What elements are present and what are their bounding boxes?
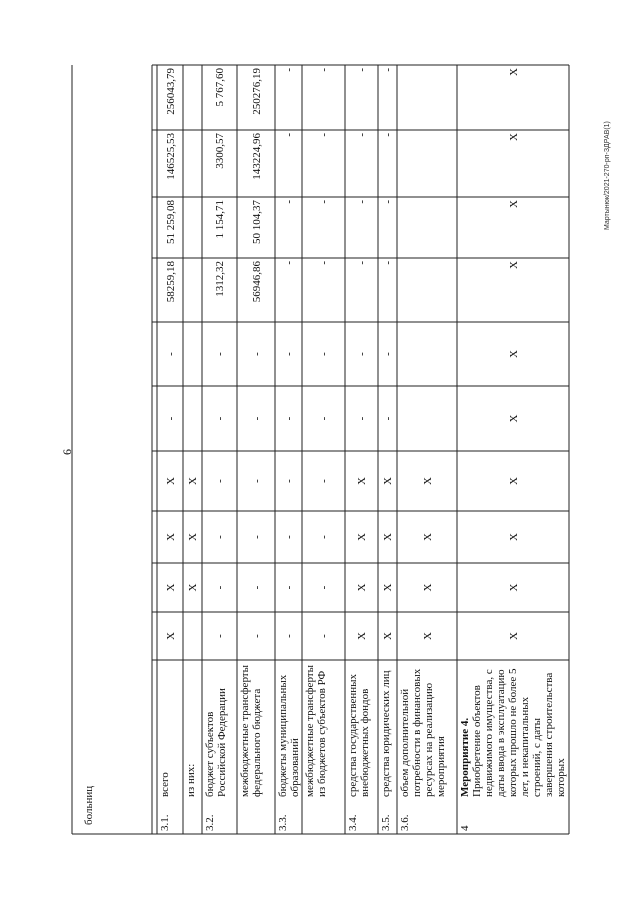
value-cell: - bbox=[250, 585, 263, 590]
value-cell: 58259,18 bbox=[164, 261, 177, 303]
row-number: 4 bbox=[459, 825, 471, 831]
value-cell: - bbox=[250, 416, 263, 421]
value-cell: - bbox=[382, 133, 394, 137]
value-cell: Х bbox=[164, 632, 177, 640]
value-cell: Х bbox=[382, 632, 394, 640]
value-cell bbox=[185, 325, 201, 383]
value-cell: - bbox=[283, 535, 295, 539]
value-cell: 56946,86 bbox=[250, 261, 263, 303]
value-cell: - bbox=[318, 535, 330, 539]
value-cell: - bbox=[356, 200, 368, 204]
row-name: бюджет субъектов Российской Федерации bbox=[204, 688, 228, 797]
row-name: межбюджетные трансферты из бюджетов субъектов РФ bbox=[304, 665, 328, 797]
row-number: 3.1. bbox=[159, 814, 171, 831]
value-cell: 1 154,71 bbox=[214, 200, 226, 239]
value-cell: 51 259,08 bbox=[164, 200, 177, 244]
value-cell: - bbox=[356, 352, 368, 356]
value-cell: - bbox=[382, 261, 394, 265]
value-cell: 143224,96 bbox=[250, 133, 263, 180]
value-cell: Х bbox=[507, 632, 520, 640]
value-cell: 250276,19 bbox=[250, 68, 263, 115]
value-cell: 146525,53 bbox=[164, 133, 177, 180]
value-cell: - bbox=[318, 68, 330, 72]
value-cell: - bbox=[356, 68, 368, 72]
value-cell: - bbox=[164, 352, 177, 356]
value-cell: Х bbox=[507, 583, 520, 592]
value-cell: - bbox=[283, 479, 295, 483]
value-cell: - bbox=[318, 416, 330, 421]
row-name: средства юридических лиц bbox=[380, 670, 392, 797]
value-cell bbox=[185, 615, 201, 657]
page-number: 6 bbox=[60, 449, 74, 455]
value-cell: - bbox=[214, 352, 226, 356]
value-cell: - bbox=[318, 133, 330, 137]
value-cell: Х bbox=[382, 583, 394, 592]
value-cell: Х bbox=[382, 477, 394, 485]
value-cell bbox=[185, 200, 201, 255]
value-cell: Х bbox=[507, 261, 520, 269]
value-cell bbox=[399, 261, 456, 319]
value-cell: - bbox=[214, 634, 226, 638]
value-cell: - bbox=[283, 68, 295, 72]
value-cell: - bbox=[283, 585, 295, 590]
value-cell: 256043,79 bbox=[164, 68, 177, 115]
document-footer: Мартынюк/2021-270-рп-ЗДРАВ(1) bbox=[604, 121, 611, 230]
value-cell: - bbox=[318, 479, 330, 483]
value-cell: - bbox=[250, 479, 263, 483]
value-cell: - bbox=[214, 535, 226, 539]
row-title: Мероприятие 4. bbox=[459, 717, 471, 797]
value-cell bbox=[399, 68, 456, 127]
row-number: 3.6. bbox=[399, 814, 411, 831]
value-cell: Х bbox=[164, 583, 177, 592]
value-cell: - bbox=[164, 416, 177, 421]
value-cell: 50 104,37 bbox=[250, 200, 263, 244]
value-cell: Х bbox=[356, 533, 368, 541]
row-number: 3.2. bbox=[204, 814, 216, 831]
value-cell: Х bbox=[164, 477, 177, 485]
value-cell: - bbox=[250, 352, 263, 356]
row-number: 3.3. bbox=[277, 814, 289, 831]
value-cell: - bbox=[382, 200, 394, 204]
value-cell: - bbox=[214, 585, 226, 590]
value-cell: Х bbox=[356, 477, 368, 485]
value-cell: - bbox=[283, 634, 295, 638]
value-cell: - bbox=[283, 200, 295, 204]
value-cell: - bbox=[214, 416, 226, 421]
value-cell: Х bbox=[382, 533, 394, 541]
value-cell: Х bbox=[507, 477, 520, 485]
value-cell: - bbox=[283, 133, 295, 137]
row-number: 3.4. bbox=[347, 814, 359, 831]
value-cell: 3300,57 bbox=[214, 133, 226, 169]
row-number bbox=[185, 803, 201, 831]
row-name: всего bbox=[159, 772, 171, 797]
row-name: средства государственных внебюджетных фондов bbox=[347, 674, 371, 797]
value-cell bbox=[185, 133, 201, 194]
value-cell: - bbox=[382, 68, 394, 72]
value-cell: Х bbox=[187, 583, 199, 592]
value-cell bbox=[185, 389, 201, 448]
value-cell: Х bbox=[164, 533, 177, 541]
value-cell: - bbox=[318, 352, 330, 356]
value-cell bbox=[399, 200, 456, 255]
row-name: межбюджетные трансферты федерального бюджета bbox=[239, 665, 263, 797]
value-cell bbox=[399, 133, 456, 194]
value-cell: Х bbox=[421, 632, 434, 640]
value-cell: Х bbox=[356, 583, 368, 592]
value-cell: Х bbox=[507, 414, 520, 423]
value-cell: - bbox=[318, 634, 330, 638]
value-cell: Х bbox=[421, 583, 434, 592]
value-cell: 1312,32 bbox=[214, 261, 226, 297]
value-cell: Х bbox=[507, 133, 520, 141]
value-cell: - bbox=[250, 634, 263, 638]
value-cell: Х bbox=[507, 350, 520, 358]
value-cell: Х bbox=[507, 533, 520, 541]
row-number: 3.5. bbox=[380, 814, 392, 831]
value-cell: Х bbox=[356, 632, 368, 640]
value-cell: - bbox=[283, 261, 295, 265]
value-cell: Х bbox=[187, 477, 199, 485]
value-cell: - bbox=[318, 261, 330, 265]
value-cell: - bbox=[250, 535, 263, 539]
value-cell: - bbox=[356, 261, 368, 265]
value-cell bbox=[399, 325, 456, 383]
value-cell: Х bbox=[421, 477, 434, 485]
value-cell: - bbox=[318, 200, 330, 204]
value-cell: Х bbox=[507, 200, 520, 208]
value-cell: Х bbox=[507, 68, 520, 76]
value-cell: Х bbox=[187, 533, 199, 541]
row-number bbox=[239, 803, 274, 831]
value-cell: - bbox=[356, 416, 368, 421]
top-row-label: больниц bbox=[83, 785, 95, 825]
value-cell: 5 767,60 bbox=[214, 68, 226, 107]
row-name: бюджеты муниципальных образований bbox=[277, 674, 301, 797]
row-name: объем дополнительной потребности в финансовых ресурсах на реализацию мероприятия bbox=[399, 668, 447, 797]
value-cell: - bbox=[318, 585, 330, 590]
row-number bbox=[304, 803, 344, 831]
value-cell: - bbox=[382, 416, 394, 421]
value-cell: - bbox=[356, 133, 368, 137]
value-cell bbox=[185, 261, 201, 319]
value-cell: Х bbox=[421, 533, 434, 541]
row-name: Мероприятие 4. Приобретение объектов недвижимого имущества, с даты ввода в эксплуатацию которых прошло не более 5 лет, и некапитальных строений, с даты завершения строительства которых bbox=[459, 663, 568, 797]
value-cell: - bbox=[214, 479, 226, 483]
value-cell: - bbox=[283, 352, 295, 356]
row-name: из них: bbox=[185, 763, 197, 797]
value-cell bbox=[399, 389, 456, 448]
value-cell bbox=[185, 68, 201, 127]
value-cell: - bbox=[283, 416, 295, 421]
value-cell: - bbox=[382, 352, 394, 356]
